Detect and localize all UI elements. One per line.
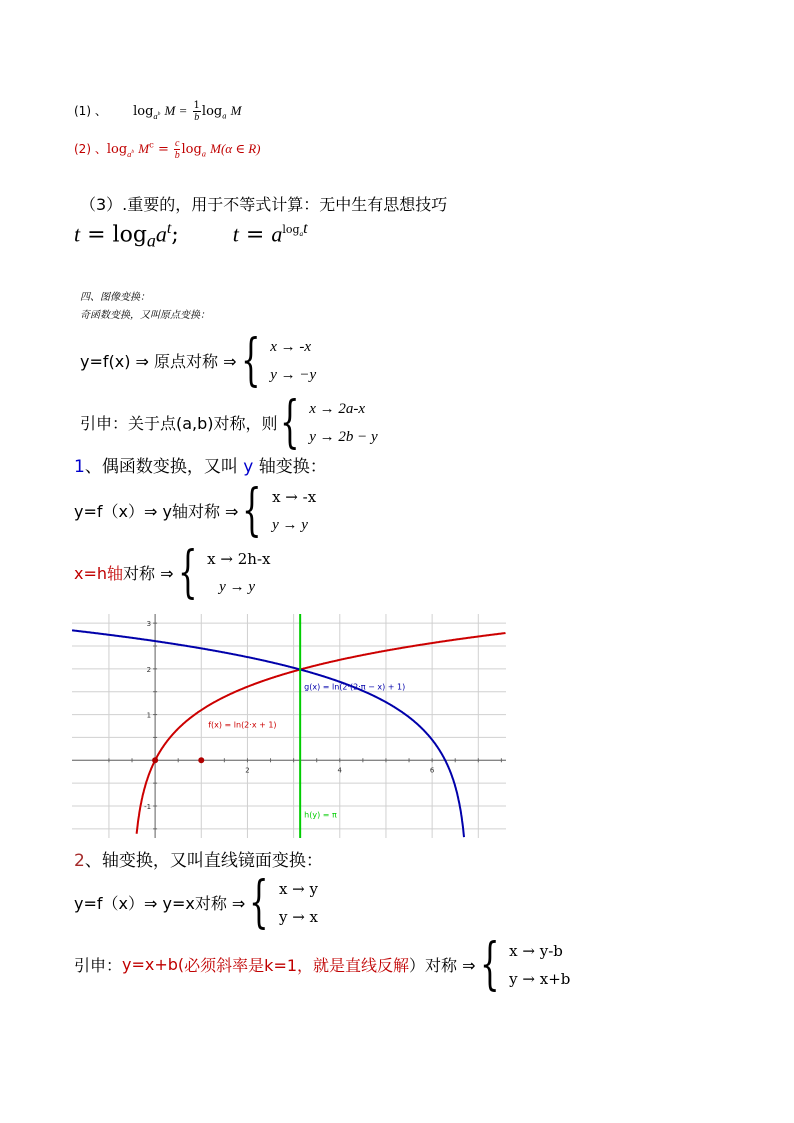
line-ext-red2: 必须斜率是k=1，就是直线反解 [184,956,410,975]
expr1-eq: = log [80,222,147,248]
even-title-a: 、偶函数变换，又叫 [84,457,244,477]
expr1-t: t [74,221,81,247]
point-symmetry-lhs: 引申：关于点(a,b)对称，则 [80,414,278,433]
formula-1-fraction: $\frac{1}{b}$ [193,100,200,123]
y-tick-label: 3 [146,620,152,629]
expr2-exp-base: a [299,230,304,239]
section4-sub: 奇函数变换，又叫原点变换： [80,310,210,321]
point-symmetry: 引申：关于点(a,b)对称，则 { x → 2a-x y → 2b − y [80,390,378,455]
formula-1-base-exp: b [157,110,161,117]
formula-2-log: log [106,142,128,157]
even-title [74,452,327,477]
line-ext-red: y=x+b( [122,955,185,974]
y-tick-label: 2 [146,665,152,674]
section4-heading: 四、图像变换： [80,292,150,303]
formula-2 [74,138,261,161]
x-tick-label: 2 [245,766,250,775]
origin-transform: y=f(x) ⇒ 原点对称 ⇒ { x → -x y → −y [80,328,317,393]
yx-rule-x: x → y [278,879,318,898]
even-number: 1 [74,457,85,477]
xh-transform: x=h轴 对称 ⇒ { x → 2h-x y → y [74,540,271,605]
line-rule-y: y → x+b [509,969,571,988]
xh-lhs-black: 对称 ⇒ [123,564,174,583]
formula-1-rhs-log: log [201,104,223,119]
f-curve [137,633,506,834]
formula-2-fraction: $\frac{c}{b}$ [174,138,180,161]
xh-rule-y: y → y [219,578,255,595]
point [198,757,204,763]
origin-rule-x: x → -x [270,338,311,355]
formula-1-arg: M = [164,103,188,118]
formula-2-eq: = [157,142,169,157]
formula-1 [74,100,241,123]
expr2-a: a [271,221,283,247]
axes [72,614,506,838]
line-ext-prefix: 引申： [74,956,123,975]
expr1-exp: t [166,220,172,237]
x-tick-label: 6 [429,766,435,775]
formula-2-base-exp: b [131,148,135,155]
section3-expressions [74,220,308,252]
point-rule-x: x → 2a-x [309,400,365,417]
expr2-exp-log: log [282,223,300,236]
formula-2-arg-exp: c [149,139,154,150]
xh-rule-x: x → 2h-x [207,549,271,568]
formula-1-base: a [153,110,158,121]
yaxis-lhs: y=f（x）⇒ y轴对称 ⇒ [74,502,239,521]
origin-lhs: y=f(x) ⇒ 原点对称 ⇒ [80,352,237,371]
x-tick-label: 4 [337,766,343,775]
expr2-t: t [232,221,239,247]
yx-transform: y=f（x）⇒ y=x对称 ⇒ { x → y y → x [74,870,318,935]
line-rule-x: x → y-b [509,941,563,960]
axis-title [74,846,323,871]
xh-lhs-red: x=h轴 [74,564,124,583]
yaxis-transform: y=f（x）⇒ y轴对称 ⇒ { x → -x y → y [74,478,317,543]
even-title-b: 轴变换： [253,457,327,477]
yaxis-rule-y: y → y [272,516,308,533]
expr1-sep: ; [171,222,179,248]
line-ext-suffix: ）对称 ⇒ [409,956,476,975]
expr2-eq: = [238,222,272,248]
line-symmetry: 引申： y=x+b( 必须斜率是k=1，就是直线反解 ）对称 ⇒ { x → y-b y → x+b [74,932,571,997]
even-title-y: y [243,457,254,477]
origin-rule-y: y → −y [270,366,317,383]
curves [72,614,506,838]
h-label: h(y) = π [304,810,337,820]
expr2-exp-t: t [303,220,308,237]
formula-1-rhs-arg: M [230,103,242,118]
formula-2-rhs-log: log [181,142,202,157]
yx-lhs: y=f（x）⇒ y=x对称 ⇒ [74,894,246,913]
point-rule-y: y → 2b − y [309,428,378,445]
point [152,757,158,763]
y-tick-label: 1 [146,711,152,720]
yaxis-rule-x: x → -x [272,487,317,506]
grid-lines [72,614,506,838]
formula-1-rhs-base: a [222,110,227,121]
f-label: f(x) = ln(2·x + 1) [208,720,277,730]
axis-title-text: 、轴变换，又叫直线镜面变换： [84,851,323,871]
yx-rule-y: y → x [278,907,318,926]
section3-title: （3）.重要的，用于不等式计算：无中生有思想技巧 [80,195,448,214]
formula-2-label: (2) 、 [74,142,107,156]
formula-1-label: (1) 、 [74,104,107,118]
formula-1-log: log [133,104,154,119]
expr1-base: a [146,230,156,251]
function-graph [72,614,506,838]
series-labels [208,682,405,819]
formula-2-rhs-arg: M(α ∈ R) [210,141,261,156]
axis-number: 2 [74,851,85,871]
formula-2-arg: M [138,141,150,156]
expr1-a: a [155,221,167,247]
y-tick-label: -1 [144,803,152,811]
formula-2-base: a [127,148,132,159]
g-label: g(x) = ln(2·(2·π − x) + 1) [304,682,406,692]
formula-2-rhs-base: a [201,148,206,159]
